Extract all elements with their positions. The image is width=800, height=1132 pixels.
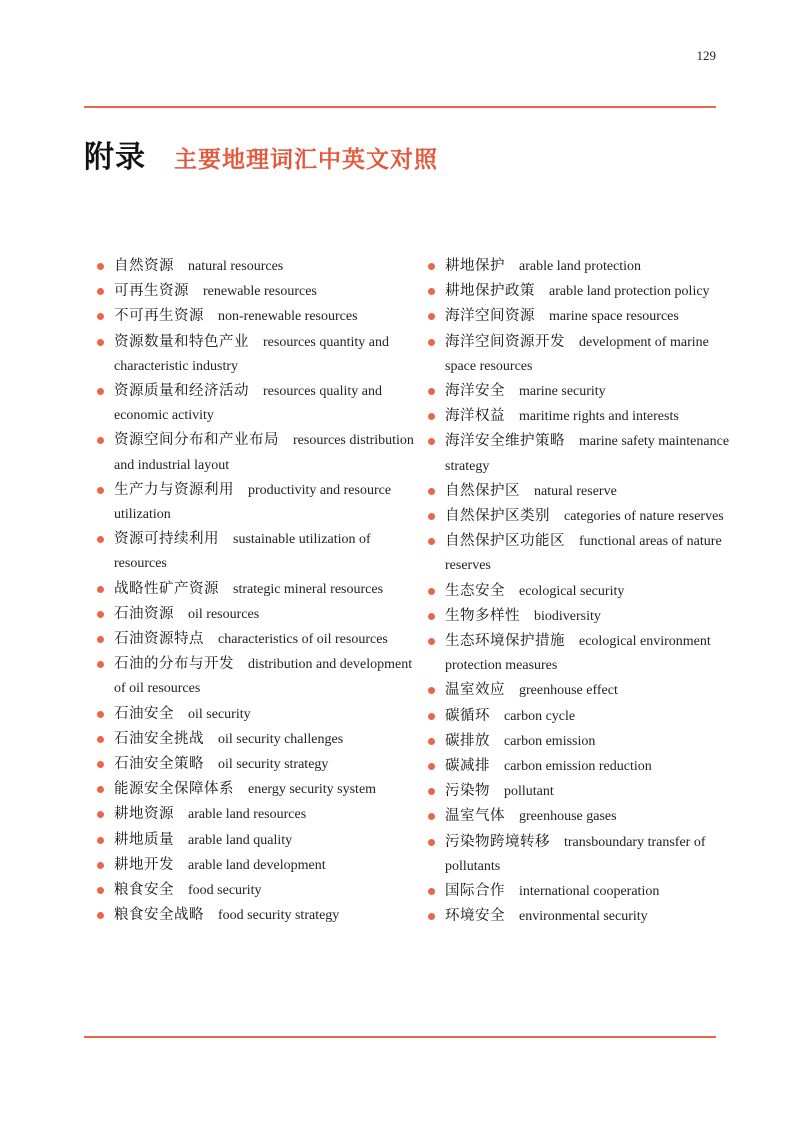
term-chinese: 国际合作 bbox=[445, 883, 505, 900]
glossary-entry bbox=[427, 279, 737, 304]
term-english: productivity and resource utilization bbox=[114, 482, 392, 523]
bullet-icon bbox=[428, 687, 435, 694]
term-english: resources quality and economic activity bbox=[114, 384, 382, 424]
term-chinese: 能源安全保障体系 bbox=[114, 781, 234, 798]
glossary-entry bbox=[96, 802, 414, 827]
term-chinese: 粮食安全战略 bbox=[114, 907, 204, 924]
glossary-entry bbox=[96, 828, 414, 853]
term-chinese: 自然保护区类别 bbox=[445, 508, 550, 525]
glossary-entry bbox=[96, 330, 414, 379]
term-chinese: 海洋空间资源开发 bbox=[445, 333, 565, 350]
bullet-icon bbox=[97, 786, 104, 793]
term-chinese: 生物多样性 bbox=[445, 607, 520, 624]
glossary-entry bbox=[96, 627, 414, 652]
term-chinese: 耕地质量 bbox=[114, 831, 174, 848]
glossary-entry bbox=[96, 602, 414, 627]
bullet-icon bbox=[97, 339, 104, 346]
term-chinese: 石油资源 bbox=[114, 605, 174, 622]
bullet-icon bbox=[97, 313, 104, 320]
bullet-icon bbox=[428, 613, 435, 620]
term-english: ecological environment protection measures bbox=[445, 634, 711, 674]
bullet-icon bbox=[428, 263, 435, 270]
glossary-entry bbox=[96, 727, 414, 752]
term-english: biodiversity bbox=[534, 608, 601, 624]
term-chinese: 石油安全策略 bbox=[114, 756, 204, 773]
bullet-icon bbox=[428, 763, 435, 770]
glossary-entry bbox=[427, 379, 737, 404]
glossary-entry bbox=[96, 752, 414, 777]
bullet-icon bbox=[428, 313, 435, 320]
bullet-icon bbox=[97, 811, 104, 818]
term-chinese: 战略性矿产资源 bbox=[114, 580, 219, 597]
bullet-icon bbox=[428, 888, 435, 895]
glossary-entry bbox=[427, 754, 737, 779]
bullet-icon bbox=[428, 713, 435, 720]
term-english: environmental security bbox=[519, 909, 648, 925]
glossary-entry bbox=[96, 279, 414, 304]
glossary-entry bbox=[427, 678, 737, 703]
term-chinese: 石油安全挑战 bbox=[114, 730, 204, 747]
term-chinese: 耕地保护政策 bbox=[445, 283, 535, 300]
term-chinese: 石油安全 bbox=[114, 705, 174, 722]
term-chinese: 生态环境保护措施 bbox=[445, 633, 565, 650]
term-chinese: 生产力与资源利用 bbox=[114, 481, 234, 498]
term-chinese: 自然资源 bbox=[114, 258, 174, 274]
bullet-icon bbox=[97, 536, 104, 543]
glossary-entry bbox=[427, 529, 737, 578]
page-subtitle: 主要地理词汇中英文对照 bbox=[174, 146, 438, 173]
term-english: arable land protection policy bbox=[549, 284, 710, 300]
term-english: food security bbox=[188, 883, 262, 899]
term-english: characteristics of oil resources bbox=[218, 632, 388, 648]
glossary-entry bbox=[96, 702, 414, 727]
glossary-entry bbox=[96, 428, 414, 477]
glossary-entry bbox=[96, 577, 414, 602]
term-english: marine security bbox=[519, 384, 606, 400]
term-english: greenhouse gases bbox=[519, 809, 617, 825]
term-chinese: 环境安全 bbox=[445, 908, 505, 925]
bullet-icon bbox=[428, 638, 435, 645]
glossary-column-left bbox=[96, 254, 414, 928]
term-english: transboundary transfer of pollutants bbox=[445, 834, 706, 874]
glossary-entry bbox=[427, 904, 737, 929]
term-english: renewable resources bbox=[203, 284, 317, 300]
term-chinese: 碳排放 bbox=[445, 732, 490, 749]
term-chinese: 耕地保护 bbox=[445, 258, 505, 274]
term-english: distribution and development of oil resources bbox=[114, 657, 413, 697]
bullet-icon bbox=[428, 788, 435, 795]
term-chinese: 资源数量和特色产业 bbox=[114, 333, 249, 350]
bullet-icon bbox=[97, 437, 104, 444]
term-chinese: 污染物 bbox=[445, 783, 490, 800]
term-chinese: 海洋权益 bbox=[445, 408, 505, 425]
glossary-entry bbox=[96, 379, 414, 428]
glossary-entry bbox=[96, 777, 414, 802]
glossary-entry bbox=[427, 429, 737, 478]
term-english: categories of nature reserves bbox=[564, 509, 724, 525]
term-english: resources distribution and industrial layout bbox=[114, 433, 414, 473]
term-english: pollutant bbox=[504, 784, 554, 800]
glossary-entry bbox=[96, 652, 414, 701]
term-chinese: 碳减排 bbox=[445, 758, 490, 775]
page-title: 附录 bbox=[84, 140, 146, 175]
term-english: marine space resources bbox=[549, 309, 679, 325]
bullet-icon bbox=[97, 887, 104, 894]
term-english: carbon emission reduction bbox=[504, 759, 652, 775]
term-chinese: 耕地开发 bbox=[114, 856, 174, 873]
glossary-entry bbox=[427, 504, 737, 529]
bullet-icon bbox=[428, 738, 435, 745]
term-chinese: 污染物跨境转移 bbox=[445, 833, 550, 850]
term-english: sustainable utilization of resources bbox=[114, 532, 371, 572]
term-chinese: 不可再生资源 bbox=[114, 308, 204, 325]
term-english: international cooperation bbox=[519, 884, 660, 900]
term-english: non-renewable resources bbox=[218, 309, 358, 325]
term-chinese: 石油的分布与开发 bbox=[114, 656, 234, 673]
bullet-icon bbox=[428, 413, 435, 420]
bullet-icon bbox=[97, 837, 104, 844]
term-english: oil security strategy bbox=[218, 757, 329, 773]
glossary-column-right bbox=[427, 254, 737, 929]
glossary-entry bbox=[427, 704, 737, 729]
bullet-icon bbox=[97, 761, 104, 768]
glossary-entry bbox=[427, 804, 737, 829]
term-english: energy security system bbox=[248, 782, 377, 798]
glossary-entry bbox=[427, 479, 737, 504]
term-chinese: 温室效应 bbox=[445, 682, 505, 699]
term-english: ecological security bbox=[519, 583, 625, 599]
term-chinese: 资源空间分布和产业布局 bbox=[114, 432, 279, 449]
term-english: strategic mineral resources bbox=[233, 581, 384, 597]
bullet-icon bbox=[428, 488, 435, 495]
bullet-icon bbox=[97, 736, 104, 743]
term-english: resources quantity and characteristic industry bbox=[114, 334, 389, 374]
term-chinese: 耕地资源 bbox=[114, 806, 174, 823]
term-english: carbon cycle bbox=[504, 708, 576, 724]
term-english: oil security bbox=[188, 706, 251, 722]
term-chinese: 自然保护区功能区 bbox=[445, 533, 565, 550]
term-english: functional areas of nature reserves bbox=[445, 534, 722, 574]
term-chinese: 生态安全 bbox=[445, 582, 505, 599]
glossary-entry bbox=[427, 604, 737, 629]
bullet-icon bbox=[97, 862, 104, 869]
glossary-entry bbox=[427, 629, 737, 678]
glossary-entry bbox=[96, 527, 414, 576]
bullet-icon bbox=[97, 586, 104, 593]
term-english: marine safety maintenance strategy bbox=[445, 434, 730, 474]
glossary-entry bbox=[427, 879, 737, 904]
bullet-icon bbox=[428, 438, 435, 445]
term-english: oil resources bbox=[188, 606, 260, 622]
term-chinese: 石油资源特点 bbox=[114, 631, 204, 648]
term-english: natural resources bbox=[188, 259, 284, 274]
term-english: food security strategy bbox=[218, 908, 340, 924]
term-english: oil security challenges bbox=[218, 731, 344, 747]
glossary-entry bbox=[96, 478, 414, 527]
bullet-icon bbox=[428, 388, 435, 395]
bullet-icon bbox=[428, 813, 435, 820]
glossary-entry bbox=[427, 254, 737, 279]
term-chinese: 温室气体 bbox=[445, 808, 505, 825]
glossary-entry bbox=[427, 729, 737, 754]
glossary-entry bbox=[427, 304, 737, 329]
glossary-entry bbox=[96, 254, 414, 279]
bullet-icon bbox=[428, 839, 435, 846]
term-chinese: 海洋空间资源 bbox=[445, 308, 535, 325]
term-english: development of marine space resources bbox=[445, 334, 709, 374]
bullet-icon bbox=[97, 636, 104, 643]
glossary-entry bbox=[427, 404, 737, 429]
bullet-icon bbox=[97, 912, 104, 919]
top-divider bbox=[84, 106, 716, 108]
bullet-icon bbox=[428, 538, 435, 545]
glossary-entry bbox=[427, 579, 737, 604]
bullet-icon bbox=[97, 611, 104, 618]
page-number: 129 bbox=[696, 48, 716, 63]
term-chinese: 资源质量和经济活动 bbox=[114, 383, 249, 400]
glossary-entry bbox=[96, 853, 414, 878]
term-english: arable land protection bbox=[519, 259, 642, 274]
bullet-icon bbox=[97, 263, 104, 270]
term-chinese: 海洋安全 bbox=[445, 383, 505, 400]
term-english: maritime rights and interests bbox=[519, 409, 679, 425]
bullet-icon bbox=[97, 711, 104, 718]
page-heading bbox=[84, 132, 438, 176]
glossary-entry bbox=[96, 304, 414, 329]
glossary-entry bbox=[427, 330, 737, 379]
glossary-entry bbox=[427, 830, 737, 879]
term-english: arable land development bbox=[188, 857, 326, 873]
bullet-icon bbox=[428, 339, 435, 346]
term-english: carbon emission bbox=[504, 733, 596, 749]
glossary-entry bbox=[427, 779, 737, 804]
term-english: natural reserve bbox=[534, 483, 617, 499]
term-chinese: 碳循环 bbox=[445, 707, 490, 724]
bullet-icon bbox=[97, 487, 104, 494]
glossary-entry bbox=[96, 903, 414, 928]
bottom-divider bbox=[84, 1036, 716, 1038]
term-english: arable land quality bbox=[188, 832, 293, 848]
bullet-icon bbox=[428, 588, 435, 595]
bullet-icon bbox=[428, 288, 435, 295]
bullet-icon bbox=[97, 388, 104, 395]
term-chinese: 可再生资源 bbox=[114, 283, 189, 300]
bullet-icon bbox=[428, 513, 435, 520]
term-chinese: 自然保护区 bbox=[445, 482, 520, 499]
bullet-icon bbox=[428, 913, 435, 920]
term-chinese: 粮食安全 bbox=[114, 882, 174, 899]
bullet-icon bbox=[97, 661, 104, 668]
term-english: arable land resources bbox=[188, 807, 307, 823]
term-chinese: 海洋安全维护策略 bbox=[445, 433, 565, 450]
term-english: greenhouse effect bbox=[519, 683, 618, 699]
term-chinese: 资源可持续利用 bbox=[114, 531, 219, 548]
glossary-entry bbox=[96, 878, 414, 903]
bullet-icon bbox=[97, 288, 104, 295]
